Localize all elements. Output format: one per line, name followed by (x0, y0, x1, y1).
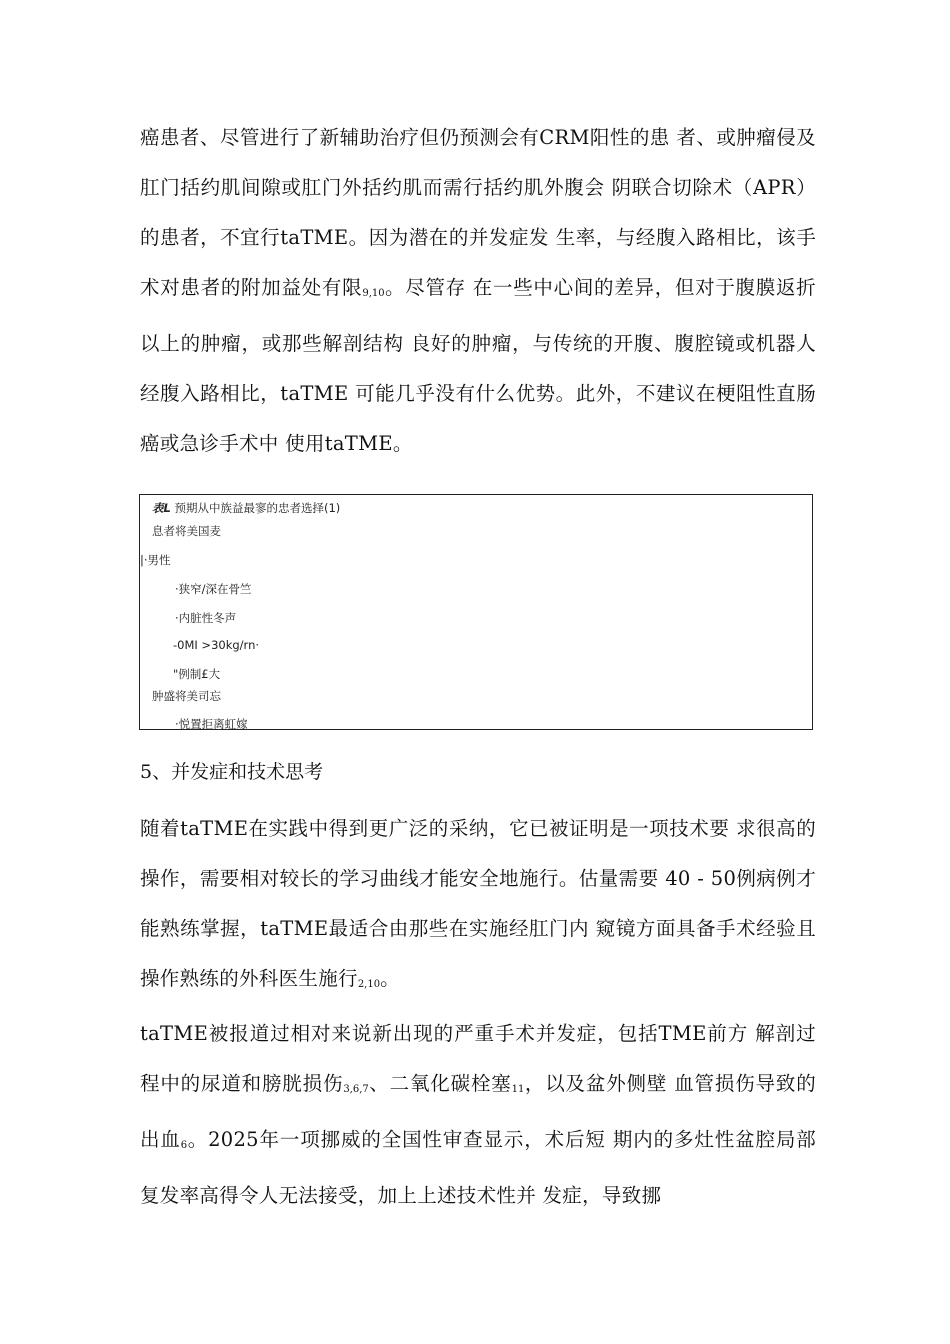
table-caption-label: 表L (152, 501, 171, 515)
paragraph-text: ，以及盆外侧壁 血管损伤导致的出血 (140, 1072, 816, 1151)
paragraph-text: 。2025年一项挪威的全国性审查显示，术后短 期内的多灶性盆腔局部复发率高得令人无法接受，加上上述技术性并 发症，导致挪 (140, 1128, 816, 1207)
table-row: 肿盛将美司忘 (152, 689, 221, 703)
table-row: ·内脏性冬声 (175, 611, 237, 625)
table-row: 息者将美国麦 (152, 524, 221, 538)
citation-ref: 2,10 (357, 979, 381, 990)
table-row: ·狭窄/深在骨竺 (175, 582, 252, 596)
table-row: ·悦置拒离虹嫁 (175, 717, 248, 730)
paragraph-text: 。 (380, 967, 400, 990)
table-caption-text: 预期从中族益最寥的忠者选择 (174, 501, 324, 515)
paragraph-text: taTME被报道过相对来说新出现的严重手术并发症，包括TME前方 解剖过程中的尿道和膀胱损伤 (140, 1022, 816, 1095)
body-paragraph (140, 1009, 816, 1221)
paragraph-text: 随着taTME在实践中得到更广泛的采纳，它已被证明是一项技术要 求很高的操作，需要相对较长的学习曲线才能安全地施行。估量需要 40 - 50例病例才能熟练掌握，taTME最适合由那些在实施经肛门内 窥镜方面具备手术经验且操作熟练的外科医生施行 (140, 817, 816, 990)
table-caption (152, 500, 340, 516)
table-1-box (139, 494, 813, 730)
body-paragraph (140, 804, 816, 1010)
citation-ref: 6 (180, 1140, 188, 1151)
citation-ref: 9,10 (362, 288, 385, 299)
citation-ref: 3,6,7 (343, 1084, 369, 1095)
table-caption-ref: (1) (323, 501, 341, 515)
paragraph-text: 、二氧化碳栓塞 (368, 1072, 512, 1095)
section-heading: 5、并发症和技术思考 (140, 761, 324, 783)
body-paragraph (140, 113, 816, 469)
paragraph-text: 癌患者、尽管进行了新辅助治疗但仍预测会有CRM阳性的患 者、或肿瘤侵及肛门括约肌间隙或肛门外括约肌而需行括约肌外腹会 阴联合切除术（APR）的患者，不宜行taTME。因为潜在的并发症发 生率，与经腹入路相比，该手术对患者的附加益处有限 (140, 126, 816, 299)
paragraph-text: 。尽管存 在一些中心间的差异，但对于腹膜返折以上的肿瘤，或那些解剖结构 良好的肿瘤，与传统的开腹、腹腔镜或机器人经腹入路相比，taTME 可能几乎没有什么优势。此外，不建议在梗阻性直肠癌或急诊手术中 使用taTME。 (140, 276, 816, 455)
table-row: "例制£大 (173, 667, 221, 681)
table-row: |·男性 (140, 553, 171, 567)
citation-ref: 11 (511, 1084, 525, 1095)
table-row: -0MI >30kg/rn· (173, 638, 260, 652)
